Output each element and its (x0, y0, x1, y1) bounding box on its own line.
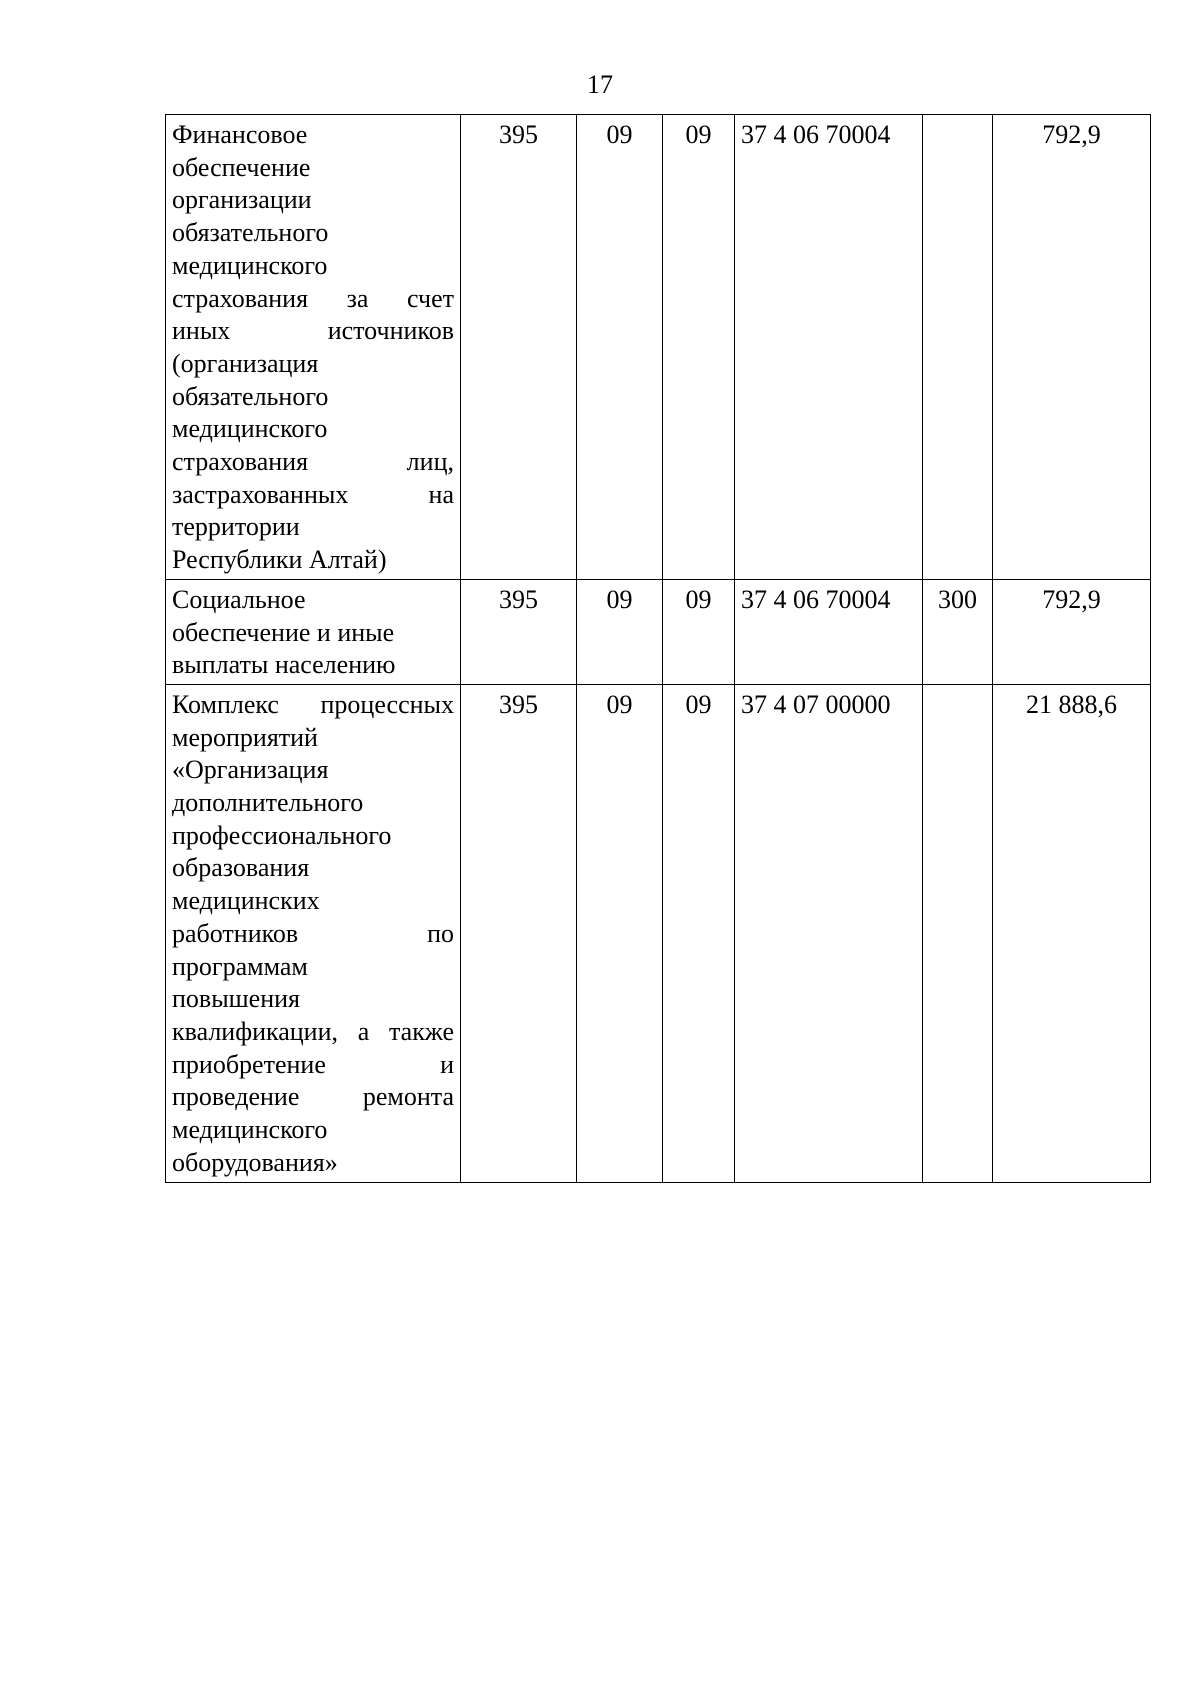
expense-name-cell (166, 579, 461, 684)
ministry-code-cell: 395 (461, 579, 577, 684)
expense-type-cell: 300 (923, 579, 993, 684)
expense-name-line: оборудования» (172, 1147, 338, 1177)
expense-name-line: медицинского (172, 250, 328, 280)
expense-name-line: территории (172, 512, 300, 542)
expense-name-line: профессионального (172, 820, 392, 850)
expense-name-line: выплаты населению (172, 650, 396, 680)
table-row (166, 579, 1151, 684)
expense-name-line: Социальное (172, 584, 306, 614)
expense-name-line: работников по (172, 918, 454, 948)
expense-name-line: приобретение и (172, 1049, 454, 1079)
section-code-cell: 09 (577, 115, 663, 580)
expense-name-line: медицинского (172, 414, 328, 444)
expense-name-line: квалификации, а также (172, 1016, 454, 1046)
expense-name-line: Финансовое (172, 120, 308, 149)
expense-name-cell (166, 684, 461, 1182)
expense-name-line: иных источников (172, 316, 454, 346)
expense-name-line: обязательного (172, 218, 329, 248)
expense-name-cell (166, 115, 461, 580)
expense-name-line: медицинского (172, 1115, 328, 1145)
expense-name-line: страхования за счет (172, 283, 454, 313)
expense-name-line: программам (172, 951, 308, 981)
target-article-cell: 37 4 06 70004 (735, 115, 923, 580)
expense-name-line: обеспечение (172, 152, 311, 182)
ministry-code-cell: 395 (461, 115, 577, 580)
expense-name-line: организации (172, 185, 312, 215)
target-article-cell: 37 4 06 70004 (735, 579, 923, 684)
table-body (166, 115, 1151, 1183)
subsection-code-cell: 09 (663, 115, 735, 580)
expense-name-line: повышения (172, 984, 301, 1014)
expense-name-line: обязательного (172, 381, 329, 411)
expense-name-line: Республики Алтай) (172, 545, 387, 575)
subsection-code-cell: 09 (663, 684, 735, 1182)
expense-name-line: медицинских (172, 886, 320, 916)
expense-name-line: мероприятий (172, 722, 318, 752)
expense-name-line: Комплекс процессных (172, 689, 454, 719)
budget-table (165, 114, 1151, 1183)
amount-cell: 792,9 (993, 115, 1151, 580)
ministry-code-cell: 395 (461, 684, 577, 1182)
amount-cell: 792,9 (993, 579, 1151, 684)
expense-name-line: (организация (172, 348, 319, 378)
page-number: 17 (587, 70, 613, 99)
expense-type-cell (923, 684, 993, 1182)
expense-name-line: проведение ремонта (172, 1082, 454, 1112)
table-row (166, 115, 1151, 580)
expense-name-line: застрахованных на (172, 479, 454, 509)
section-code-cell: 09 (577, 684, 663, 1182)
target-article-cell: 37 4 07 00000 (735, 684, 923, 1182)
amount-cell: 21 888,6 (993, 684, 1151, 1182)
expense-name-line: «Организация (172, 755, 329, 785)
expense-name-line: страхования лиц, (172, 447, 454, 477)
expense-name-line: обеспечение и иные (172, 617, 395, 647)
expense-name-line: дополнительного (172, 788, 364, 818)
section-code-cell: 09 (577, 579, 663, 684)
expense-name-line: образования (172, 853, 310, 883)
expense-type-cell (923, 115, 993, 580)
subsection-code-cell: 09 (663, 579, 735, 684)
table-row (166, 684, 1151, 1182)
